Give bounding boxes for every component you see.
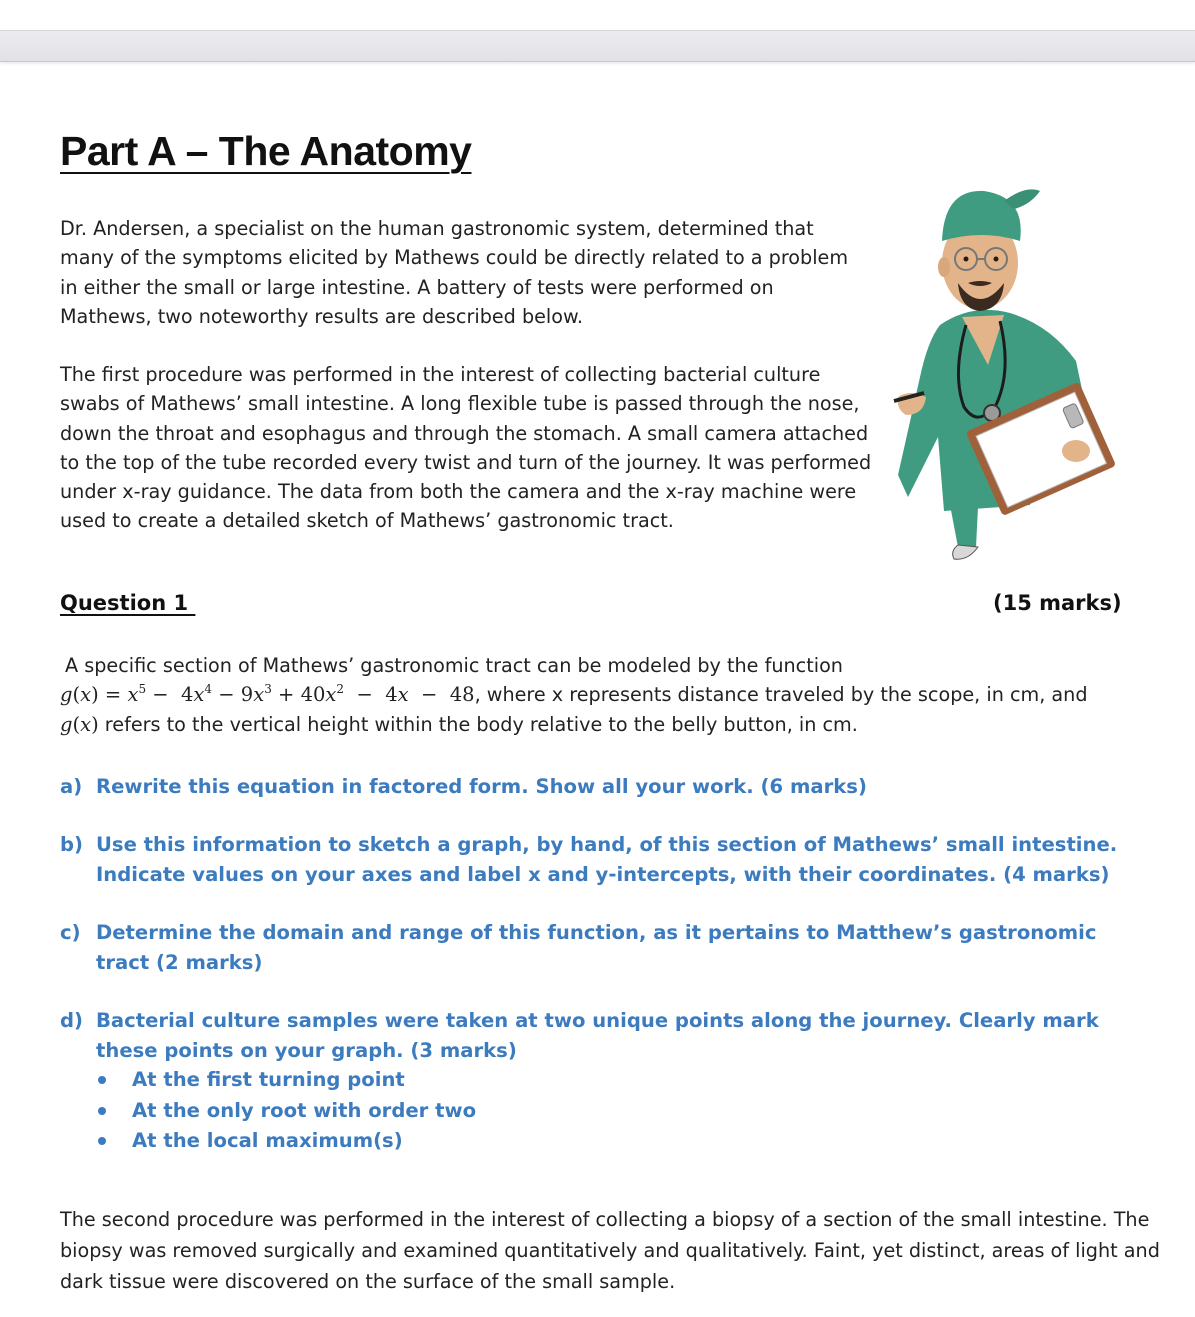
part-text: Rewrite this equation in factored form. Show all your work. (6 marks) — [96, 775, 867, 798]
question-intro-line3: refers to the vertical height within the body relative to the belly button, in cm. — [98, 712, 858, 736]
closing-paragraph: The second procedure was performed in the interest of collecting a biopsy of a section of the small intestine. The biopsy was removed surgically and examined quantitatively and qualitatively. Faint, yet distinct, areas of light and dark tissue were discovered on the surface of the small sample. — [60, 1208, 1160, 1293]
intro-paragraph: Dr. Andersen, a specialist on the human gastronomic system, determined that many of the symptoms elicited by Mathews could be directly related to a problem in either the small or large intestine. A battery of tests were performed on Mathews, two noteworthy results are described below. — [60, 217, 849, 328]
question-intro — [60, 651, 1160, 739]
part-letter: c) — [60, 921, 81, 944]
app-toolbar — [0, 0, 1195, 64]
procedure-paragraph: The first procedure was performed in the interest of collecting bacterial culture swabs of Mathews’ small intestine. A long flexible tube is passed through the nose, down the throat and esophagus and through the stomach. A small camera attached to the top of the tube recorded every twist and turn of the journey. It was performed under x-ray guidance. The data from both the camera and the x-ray machine were used to create a detailed sketch of Mathews’ gastronomic tract. — [60, 363, 872, 533]
question-part-b — [60, 830, 1140, 889]
page-title: Part A – The Anatomy — [60, 128, 472, 174]
part-letter: b) — [60, 833, 83, 856]
function-equation: $g(x) = x^5 - 4x^4 - 9x^3 + 40x^2 - 4x - 48$ — [60, 682, 475, 707]
question-heading: Question 1 — [60, 591, 196, 615]
bullet-text: At the only root with order two — [132, 1098, 477, 1122]
question-part-c — [60, 918, 1140, 977]
part-text: Use this information to sketch a graph, by hand, of this section of Mathews’ small intestine. Indicate values on your axes and label x and y-intercepts, with their coordinates. (4 marks) — [96, 833, 1118, 886]
bullet-text: At the local maximum(s) — [132, 1129, 403, 1152]
bullet-text: At the first turning point — [132, 1068, 405, 1091]
question-intro-line2: , where x represents distance traveled by the scope, in cm, and — [474, 683, 1088, 707]
part-text: Determine the domain and range of this function, as it pertains to Matthew’s gastronomic tract (2 marks) — [96, 921, 1097, 974]
question-intro-line1: A specific section of Mathews’ gastronomic tract can be modeled by the function — [65, 654, 843, 677]
question-marks: (15 marks) — [993, 591, 1122, 615]
function-symbol: g(x) — [60, 712, 99, 736]
bullet-icon — [98, 1137, 106, 1145]
question-part-a — [60, 772, 1140, 802]
list-item — [96, 1065, 1140, 1096]
list-item — [96, 1096, 1140, 1127]
list-item — [96, 1126, 1140, 1157]
part-letter: a) — [60, 775, 83, 798]
doctor-illustration-icon — [880, 175, 1140, 565]
bullet-icon — [98, 1107, 106, 1115]
question-part-d — [60, 1006, 1140, 1157]
bullet-icon — [98, 1076, 106, 1084]
bullet-list — [96, 1065, 1140, 1157]
part-letter: d) — [60, 1009, 83, 1032]
toolbar-strip — [0, 30, 1195, 62]
part-text — [96, 1006, 1140, 1157]
part-d-text: Bacterial culture samples were taken at two unique points along the journey. Clearly mark these points on your graph. (3 marks) — [96, 1009, 1099, 1062]
